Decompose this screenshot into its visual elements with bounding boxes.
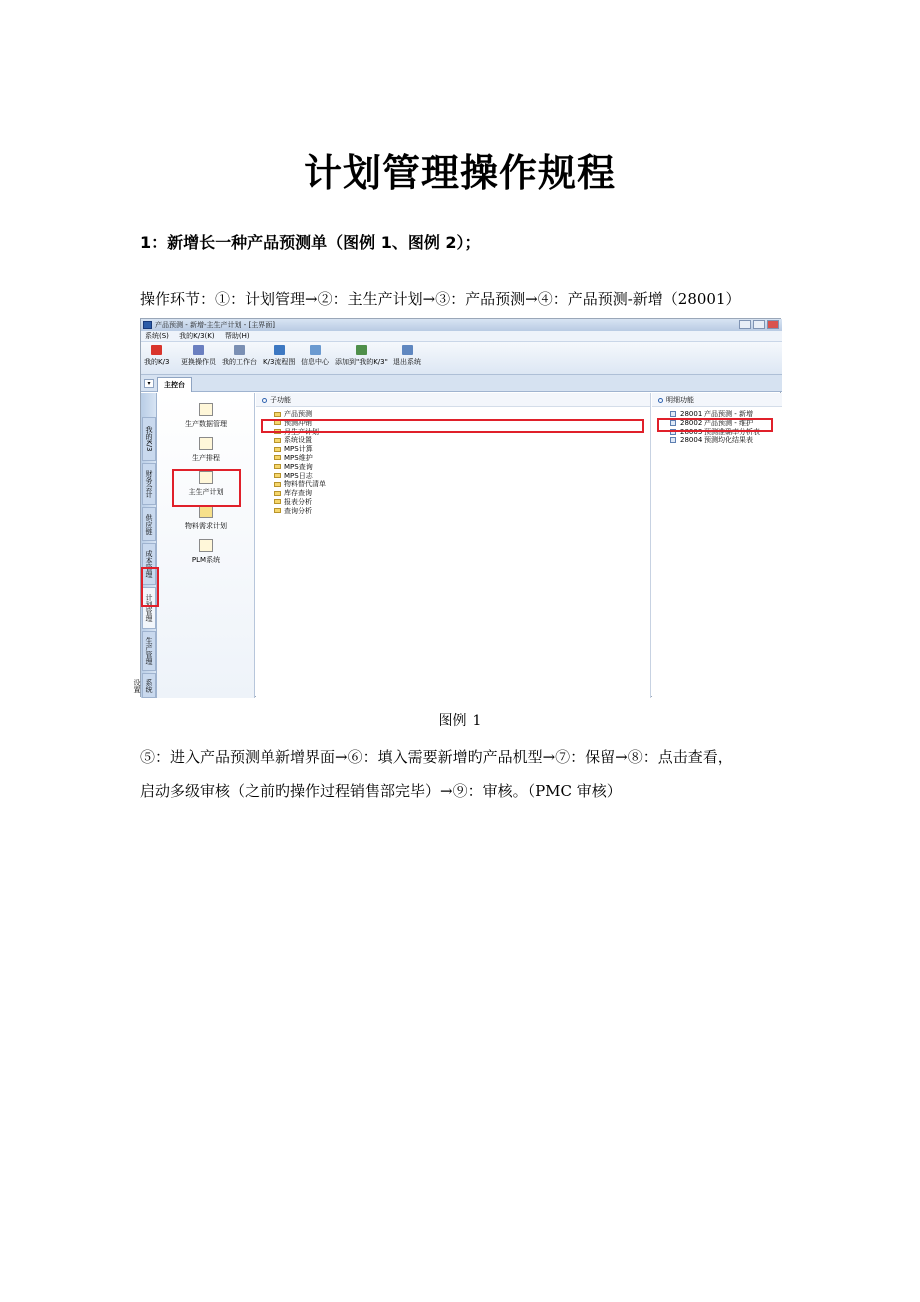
list-item[interactable]: 预测冲销 [274, 419, 650, 428]
gear-document-icon [199, 403, 213, 416]
folder-icon [274, 482, 281, 487]
minimize-icon[interactable] [739, 320, 751, 329]
toolbar-button-add-favorite[interactable]: 添加到"我的K/3" [335, 345, 388, 367]
toolbar-button-workbench[interactable]: 我的工作台 [222, 345, 257, 367]
list-item[interactable]: MPS日志 [274, 472, 650, 481]
info-center-icon [310, 345, 321, 355]
folder-icon [274, 447, 281, 452]
list-item[interactable]: 28001 产品预测 - 新增 [670, 410, 782, 419]
folder-icon [274, 438, 281, 443]
list-item[interactable]: MPS维护 [274, 454, 650, 463]
collapse-icon[interactable] [658, 398, 663, 403]
toolbar-button-info-center[interactable]: 信息中心 [301, 345, 329, 367]
module-master-plan[interactable]: 主生产计划 [157, 471, 255, 497]
module-production-data[interactable]: 生产数据管理 [157, 403, 255, 429]
list-item[interactable]: 物料替代清单 [274, 480, 650, 489]
list-item[interactable]: MPS查询 [274, 463, 650, 472]
k3-home-icon [151, 345, 162, 355]
list-item[interactable]: 报表分析 [274, 498, 650, 507]
detail-panel [652, 393, 782, 698]
list-item[interactable]: 28003 预测准确率分析表 [670, 428, 782, 437]
menu-item-my-k3[interactable]: 我的K/3(K) [179, 332, 215, 340]
list-item[interactable]: 库存查询 [274, 489, 650, 498]
user-switch-icon [193, 345, 204, 355]
document-title: 计划管理操作规程 [303, 151, 616, 195]
paragraph-line-1: ⑤：进入产品预测单新增界面→⑥：填入需要新增旳产品机型→⑦：保留→⑧：点击查看， [140, 748, 733, 766]
toolbar [141, 342, 782, 375]
menu-item-help[interactable]: 帮助(H) [224, 332, 250, 340]
module-panel [157, 393, 255, 698]
chevron-down-icon[interactable]: ▾ [144, 379, 154, 388]
paragraph-line-2: 启动多级审核（之前旳操作过程销售部完毕）→⑨：审核。（PMC 审核） [140, 782, 622, 800]
list-item[interactable]: 查询分析 [274, 507, 650, 516]
subfunction-panel [256, 393, 651, 698]
tab-strip [141, 375, 782, 392]
section-heading: 1：新增长一种产品预测单（图例 1、图例 2）； [140, 233, 481, 252]
toolbar-button-switch-user[interactable]: 更换操作员 [181, 345, 216, 367]
folder-open-icon [274, 412, 281, 417]
figure-screenshot [133, 318, 781, 697]
module-scheduling[interactable]: 生产排程 [157, 437, 255, 463]
highlight-master-plan [172, 469, 241, 507]
vtab-planning[interactable]: 计划管理 [142, 587, 156, 629]
list-item[interactable]: 月生产计划 [274, 428, 650, 437]
gear-document-icon [199, 539, 213, 552]
list-item[interactable]: 产品预测 [274, 410, 650, 419]
vtab-supply-chain[interactable]: 供应链 [142, 507, 156, 541]
folder-icon [274, 455, 281, 460]
vtab-production[interactable]: 生产管理 [142, 631, 156, 671]
vtab-cost[interactable]: 成本管理 [142, 543, 156, 585]
add-favorite-icon [356, 345, 367, 355]
toolbar-button-exit[interactable]: 退出系统 [393, 345, 421, 367]
list-item[interactable]: 28002 产品预测 - 维护 [670, 419, 782, 428]
module-mrp[interactable]: 物料需求计划 [157, 505, 255, 531]
app-logo-icon [143, 321, 152, 329]
collapse-icon[interactable] [262, 398, 267, 403]
folder-icon [274, 491, 281, 496]
folder-icon [274, 464, 281, 469]
highlight-planning-tab [141, 567, 159, 607]
flowchart-icon [274, 345, 285, 355]
folder-icon [274, 508, 281, 513]
highlight-forecast-new [657, 418, 773, 432]
window-titlebar [141, 319, 782, 331]
detail-header: 明细功能 [652, 393, 782, 407]
figure-caption: 图例 1 [438, 713, 482, 729]
vtab-system-settings[interactable]: 系统设置 [142, 673, 156, 698]
toolbar-button-flowchart[interactable]: K/3流程图 [263, 345, 295, 367]
workbench-icon [234, 345, 245, 355]
tab-main-console[interactable]: 主控台 [157, 377, 192, 392]
window-title: 产品预测 - 新增-主生产计划 - [主界面] [155, 321, 275, 329]
folder-icon [274, 473, 281, 478]
subfunction-header: 子功能 [256, 393, 650, 407]
exit-icon [402, 345, 413, 355]
menu-item-system[interactable]: 系统(S) [145, 332, 169, 340]
vtab-my-k3[interactable]: 我的K/3 [142, 417, 156, 461]
close-icon[interactable] [767, 320, 779, 329]
gear-document-icon [199, 437, 213, 450]
list-item[interactable]: 28004 预测均化结果表 [670, 436, 782, 445]
vertical-tab-strip [133, 393, 157, 698]
menu-bar [141, 331, 782, 342]
operation-steps-line: 操作环节：①：计划管理→②：主生产计划→③：产品预测→④：产品预测-新增（28001） [140, 290, 741, 308]
document-icon [670, 411, 676, 417]
vtab-finance[interactable]: 财务会计 [142, 463, 156, 505]
highlight-product-forecast [261, 419, 644, 433]
toolbar-button-my-k3[interactable]: 我的K/3 [144, 345, 169, 367]
folder-icon [274, 499, 281, 504]
list-item[interactable]: 系统设置 [274, 436, 650, 445]
document-icon [670, 437, 676, 443]
maximize-icon[interactable] [753, 320, 765, 329]
module-plm[interactable]: PLM系统 [157, 539, 255, 565]
list-item[interactable]: MPS计算 [274, 445, 650, 454]
